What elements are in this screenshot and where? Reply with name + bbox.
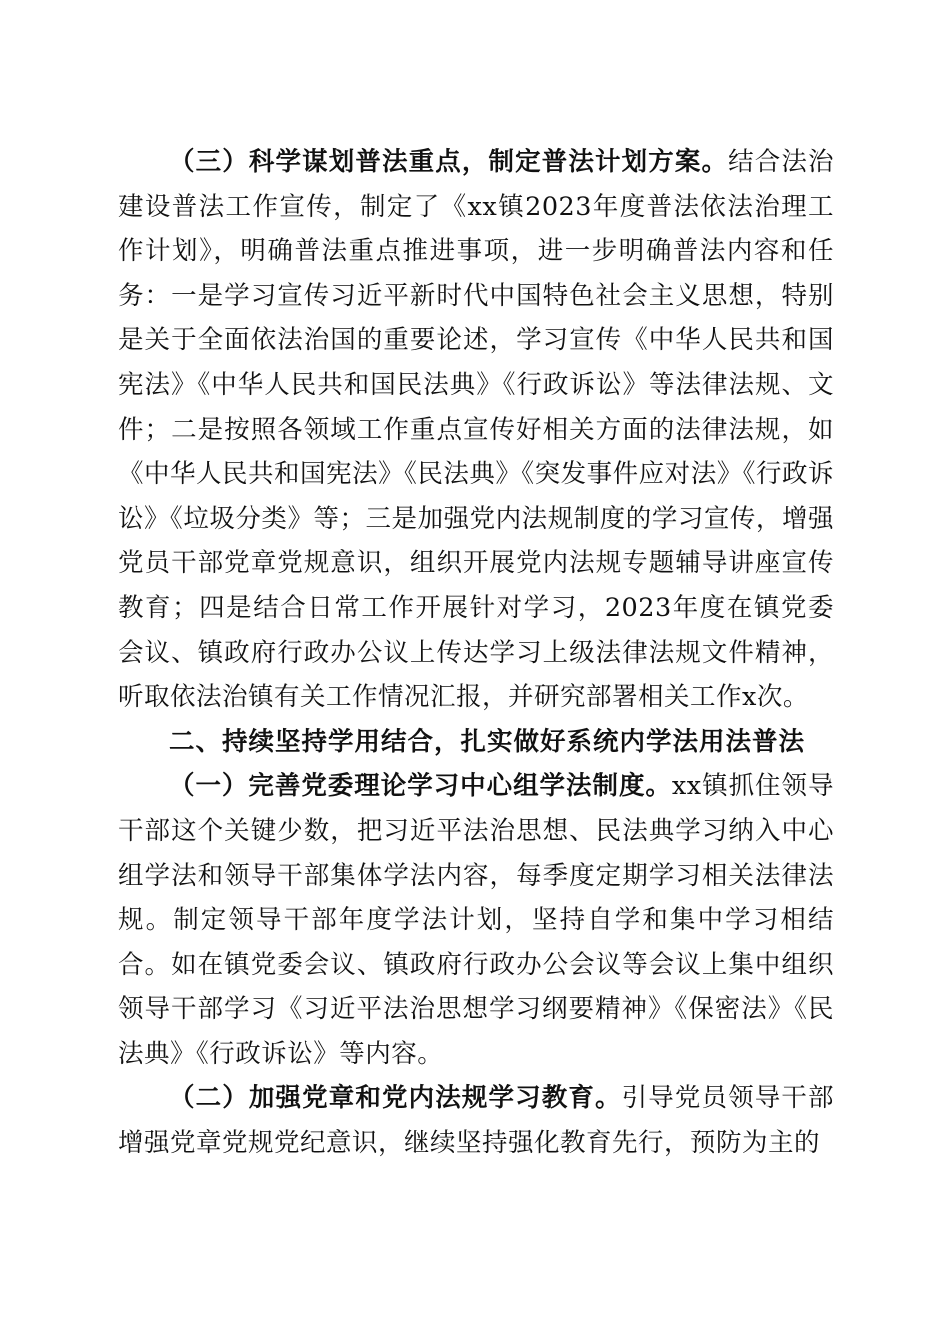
paragraph-study-system: [118, 764, 834, 1076]
paragraph-planning: [118, 140, 834, 720]
paragraph-study-system-lead: （一）完善党委理论学习中心组学法制度。: [169, 771, 672, 802]
paragraph-party-rules-body: 引导党员领导干部增强党章党规党纪意识，继续坚持强化教育先行，预防为主的: [118, 1083, 834, 1159]
document-body: [118, 140, 834, 1166]
paragraph-study-system-body: xx镇抓住领导干部这个关键少数，把习近平法治思想、民法典学习纳入中心组学法和领导干部集体学法内容，每季度定期学习相关法律法规。制定领导干部年度学法计划，坚持自学和集中学习相结合。如在镇党委会议、镇政府行政办公会议等会议上集中组织领导干部学习《习近平法治思想学习纲要精神》《保密法》《民法典》《行政诉讼》等内容。: [118, 771, 834, 1069]
paragraph-party-rules-lead: （二）加强党章和党内法规学习教育。: [169, 1083, 622, 1114]
paragraph-planning-body: 结合法治建设普法工作宣传，制定了《xx镇2023年度普法依法治理工作计划》，明确普法重点推进事项，进一步明确普法内容和任务：一是学习宣传习近平新时代中国特色社会主义思想，特别是关于全面依法治国的重要论述，学习宣传《中华人民共和国宪法》《中华人民共和国民法典》《行政诉讼》等法律法规、文件；二是按照各领域工作重点宣传好相关方面的法律法规，如《中华人民共和国宪法》《民法典》《突发事件应对法》《行政诉讼》《垃圾分类》等；三是加强党内法规制度的学习宣传，增强党员干部党章党规意识，组织开展党内法规专题辅导讲座宣传教育；四是结合日常工作开展针对学习，2023年度在镇党委会议、镇政府行政办公议上传达学习上级法律法规文件精神，听取依法治镇有关工作情况汇报，并研究部署相关工作x次。: [118, 147, 834, 713]
paragraph-party-rules: [118, 1076, 834, 1165]
section-heading: 二、持续坚持学用结合，扎实做好系统内学法用法普法: [169, 726, 806, 757]
paragraph-planning-lead: （三）科学谋划普法重点，制定普法计划方案。: [169, 147, 729, 177]
